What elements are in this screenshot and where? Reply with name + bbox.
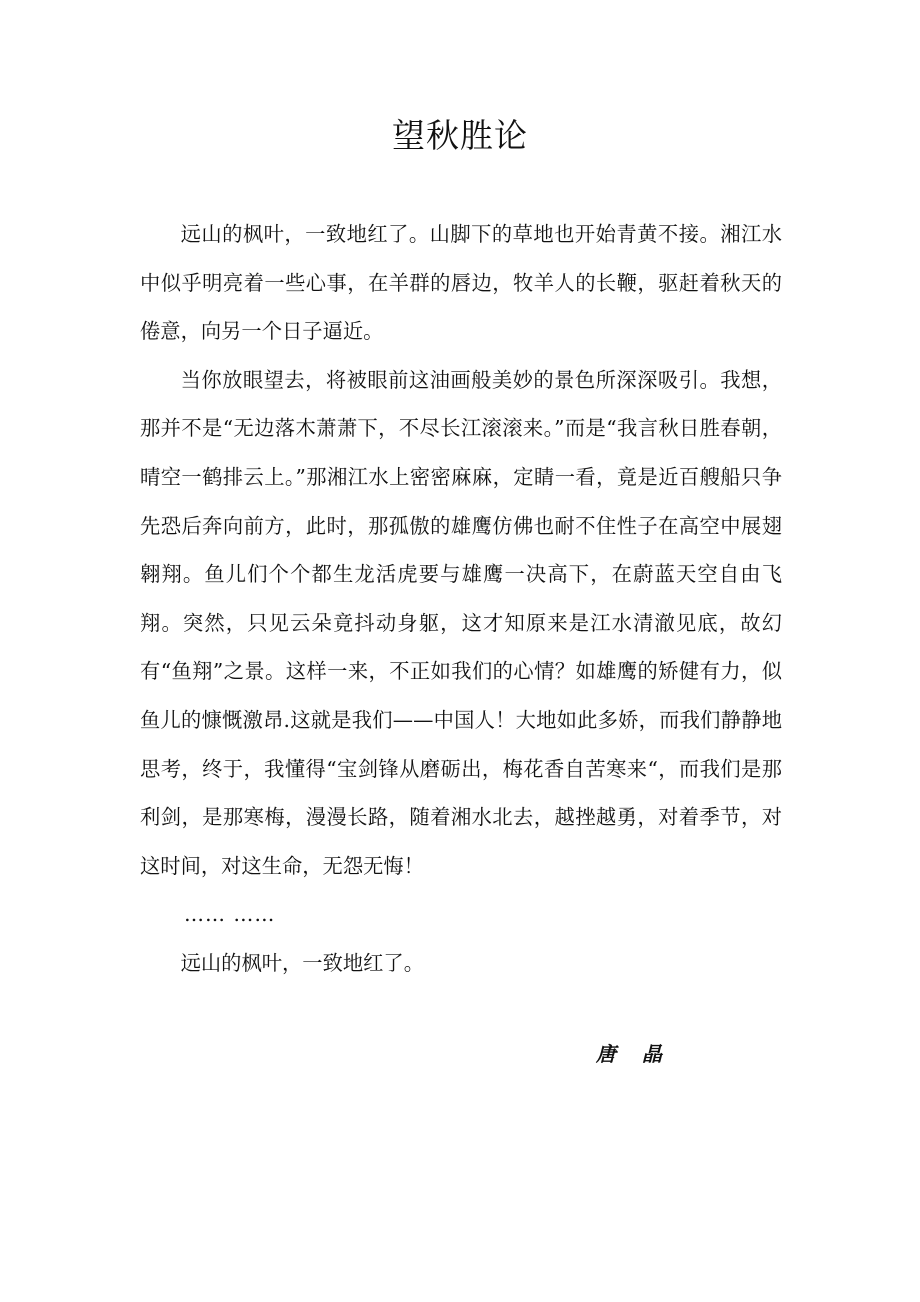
document-body xyxy=(140,210,782,988)
paragraph-1: 远山的枫叶，一致地红了。山脚下的草地也开始青黄不接。湘江水中似乎明亮着一些心事，在羊群的唇边，牧羊人的长鞭，驱赶着秋天的倦意，向另一个日子逼近。 xyxy=(140,222,782,344)
author-signature: 唐晶 xyxy=(596,1042,688,1066)
document-title: 望秋胜论 xyxy=(392,116,528,155)
ellipsis-line: …… …… xyxy=(184,902,276,927)
closing-line: 远山的枫叶，一致地红了。 xyxy=(180,950,424,975)
paragraph-2: 当你放眼望去，将被眼前这油画般美妙的景色所深深吸引。我想，那并不是“无边落木萧萧下，不尽长江滚滚来。”而是“我言秋日胜春朝，晴空一鹤排云上。”那湘江水上密密麻麻，定睛一看，竟是近百艘船只争先恐后奔向前方，此时，那孤傲的雄鹰仿佛也耐不住性子在高空中展翅翱翔。鱼儿们个个都生龙活虎要与雄鹰一决高下，在蔚蓝天空自由飞翔。突然，只见云朵竟抖动身躯，这才知原来是江水清澈见底，故幻有“鱼翔”之景。这样一来，不正如我们的心情？如雄鹰的矫健有力，似鱼儿的慷慨激昂.这就是我们——中国人！大地如此多娇，而我们静静地思考，终于，我懂得“宝剑锋从磨砺出，梅花香自苦寒来“，而我们是那利剑，是那寒梅，漫漫长路，随着湘水北去，越挫越勇，对着季节，对这时间，对这生命，无怨无悔！ xyxy=(140,367,782,878)
